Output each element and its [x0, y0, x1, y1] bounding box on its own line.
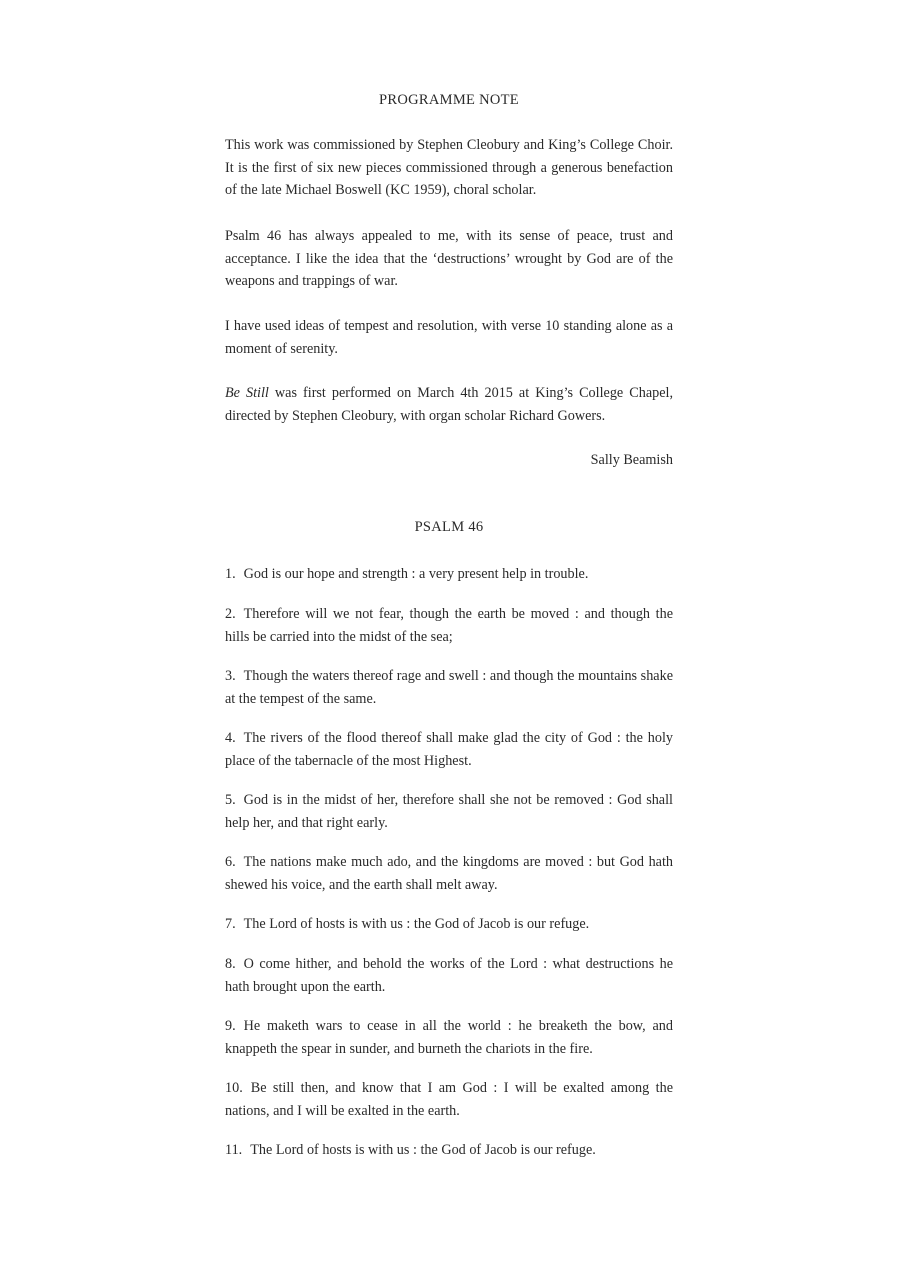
- verse-text: God is in the midst of her, therefore shall she not be removed : God shall help her, and that right early.: [225, 792, 673, 831]
- verse-text: O come hither, and behold the works of the Lord : what destructions he hath brought upon the earth.: [225, 956, 673, 995]
- verse-8: [225, 953, 673, 998]
- programme-note-heading: PROGRAMME NOTE: [379, 92, 519, 108]
- verse-number: 2.: [225, 606, 236, 622]
- verse-number: 3.: [225, 668, 236, 684]
- verse-text: Though the waters thereof rage and swell : and though the mountains shake at the tempest of the same.: [225, 668, 673, 707]
- verse-10: [225, 1077, 673, 1122]
- verse-2: [225, 603, 673, 648]
- verse-text: Therefore will we not fear, though the earth be moved : and though the hills be carried into the midst of the sea;: [225, 606, 673, 645]
- verse-1: [225, 563, 673, 586]
- verse-6: [225, 851, 673, 896]
- verse-number: 5.: [225, 792, 236, 808]
- verse-text: The Lord of hosts is with us : the God of Jacob is our refuge.: [243, 916, 590, 932]
- composer-signature: Sally Beamish: [590, 452, 673, 468]
- verse-3: [225, 665, 673, 710]
- verse-number: 1.: [225, 566, 236, 582]
- verse-text: The Lord of hosts is with us : the God of Jacob is our refuge.: [250, 1142, 596, 1158]
- psalm-heading: PSALM 46: [414, 519, 484, 535]
- verse-number: 8.: [225, 956, 236, 972]
- verse-text: The nations make much ado, and the kingdoms are moved : but God hath shewed his voice, and the earth shall melt away.: [225, 854, 673, 893]
- note-paragraph-2: Psalm 46 has always appealed to me, with its sense of peace, trust and acceptance. I like the idea that the ‘destructions’ wrought by God are of the weapons and trappings of war.: [225, 228, 673, 289]
- verse-number: 4.: [225, 730, 236, 746]
- note-paragraph-3: I have used ideas of tempest and resolution, with verse 10 standing alone as a moment of serenity.: [225, 318, 673, 357]
- work-title: Be Still: [225, 385, 269, 401]
- verse-11: [225, 1139, 673, 1162]
- premiere-text: was first performed on March 4th 2015 at King’s College Chapel, directed by Stephen Cleobury, with organ scholar Richard Gowers.: [225, 385, 673, 424]
- verse-7: [225, 913, 673, 936]
- verse-text: He maketh wars to cease in all the world : he breaketh the bow, and knappeth the spear in sunder, and burneth the chariots in the fire.: [225, 1018, 673, 1057]
- verse-number: 6.: [225, 854, 236, 870]
- verse-number: 7.: [225, 916, 236, 932]
- verse-number: 10.: [225, 1080, 243, 1096]
- verse-4: [225, 727, 673, 772]
- verse-5: [225, 789, 673, 834]
- note-paragraph-1: This work was commissioned by Stephen Cleobury and King’s College Choir. It is the first of six new pieces commissioned through a generous benefaction of the late Michael Boswell (KC 1959), choral scholar.: [225, 137, 673, 198]
- verse-text: The rivers of the flood thereof shall make glad the city of God : the holy place of the tabernacle of the most Highest.: [225, 730, 673, 769]
- verse-text: God is our hope and strength : a very present help in trouble.: [243, 566, 589, 582]
- verse-number: 9.: [225, 1018, 236, 1034]
- verse-9: [225, 1015, 673, 1060]
- verse-number: 11.: [225, 1142, 243, 1158]
- premiere-paragraph: [225, 382, 673, 427]
- verse-text: Be still then, and know that I am God : I will be exalted among the nations, and I will be exalted in the earth.: [225, 1080, 673, 1119]
